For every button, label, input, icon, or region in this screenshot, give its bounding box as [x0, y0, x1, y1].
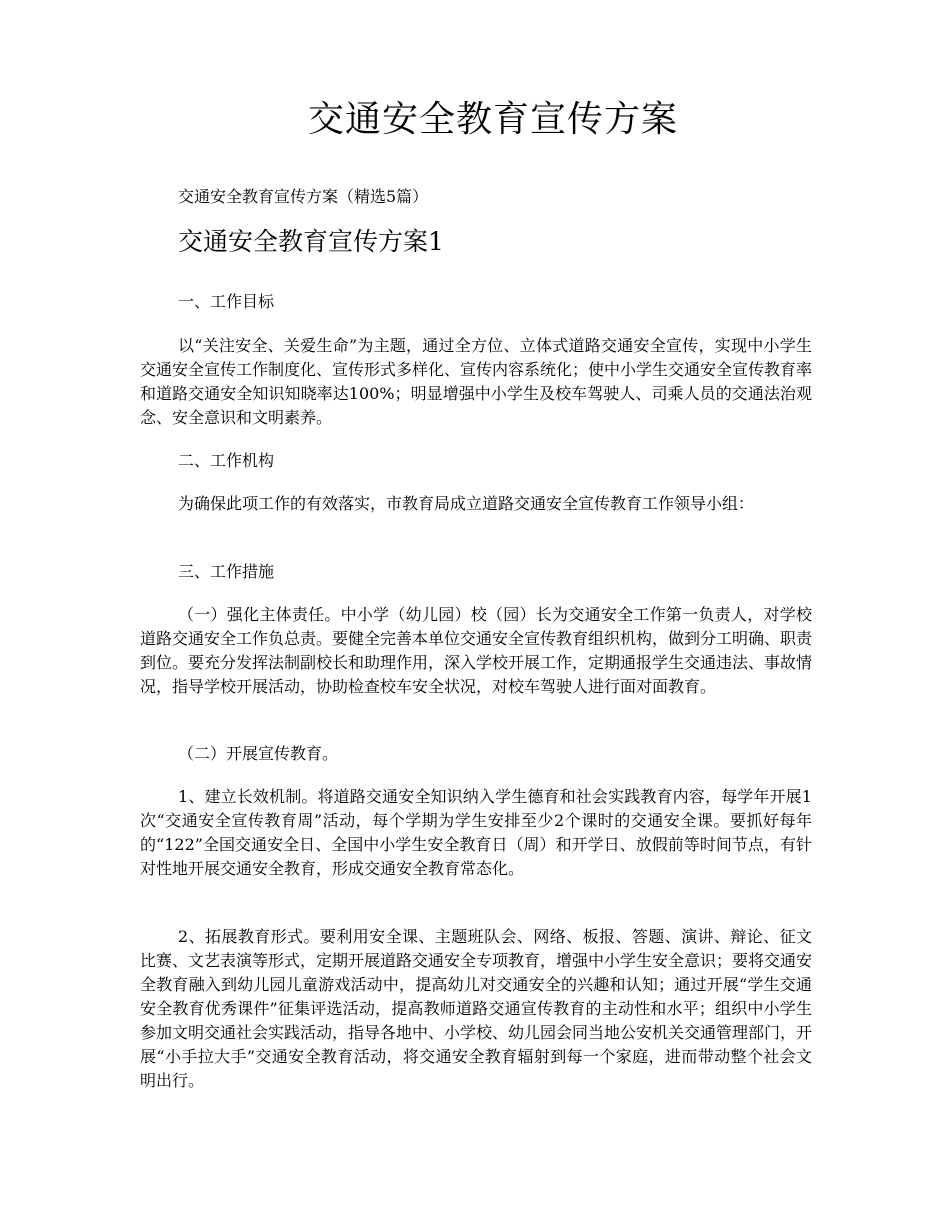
heading-work-organization: 二、工作机构 — [178, 451, 275, 470]
paragraph-education-forms: 2、拓展教育形式。要利用安全课、主题班队会、网络、板报、答题、演讲、辩论、征文比赛、文艺表演等形式，定期开展道路交通安全专项教育，增强中小学生安全意识；要将交通安全教育融入到幼儿园儿童游戏活动中，提高幼儿对交通安全的兴趣和认知；通过开展“学生交通安全教育优秀课件”征集评选活动，提高教师道路交通宣传教育的主动性和水平；组织中小学生参加文明交通社会实践活动，指导各地中、小学校、幼儿园会同当地公安机关交通管理部门，开展“小手拉大手”交通安全教育活动，将交通安全教育辐射到每一个家庭，进而带动整个社会文明出行。 — [140, 927, 813, 1090]
heading-work-measures: 三、工作措施 — [178, 562, 275, 581]
paragraph-work-goals: 以“关注安全、关爱生命”为主题，通过全方位、立体式道路交通安全宣传，实现中小学生交通安全宣传工作制度化、宣传形式多样化、宣传内容系统化；使中小学生交通安全宣传教育率和道路交通安全知识知晓率达100%；明显增强中小学生及校车驾驶人、司乘人员的交通法治观念、安全意识和文明素养。 — [140, 336, 813, 427]
document-subtitle: 交通安全教育宣传方案（精选5篇） — [178, 187, 429, 206]
document-title: 交通安全教育宣传方案 — [307, 99, 678, 140]
paragraph-work-organization: 为确保此项工作的有效落实，市教育局成立道路交通安全宣传教育工作领导小组： — [178, 494, 755, 513]
paragraph-long-term-mechanism: 1、建立长效机制。将道路交通安全知识纳入学生德育和社会实践教育内容，每学年开展1次“交通安全宣传教育周”活动，每个学期为学生安排至少2个课时的交通安全课。要抓好每年的“122”全国交通安全日、全国中小学生安全教育日（周）和开学日、放假前等时间节点，有针对性地开展交通安全教育，形成交通安全教育常态化。 — [140, 787, 812, 878]
section-heading: 交通安全教育宣传方案1 — [178, 227, 444, 256]
heading-work-goals: 一、工作目标 — [178, 292, 275, 311]
heading-publicity-education: （二）开展宣传教育。 — [178, 744, 339, 763]
paragraph-strengthen-responsibility: （一）强化主体责任。中小学（幼儿园）校（园）长为交通安全工作第一负责人，对学校道路交通安全工作负总责。要健全完善本单位交通安全宣传教育组织机构，做到分工明确、职责到位。要充分发挥法制副校长和助理作用，深入学校开展工作，定期通报学生交通违法、事故情况，指导学校开展活动，协助检查校车安全状况，对校车驾驶人进行面对面教育。 — [140, 605, 813, 696]
